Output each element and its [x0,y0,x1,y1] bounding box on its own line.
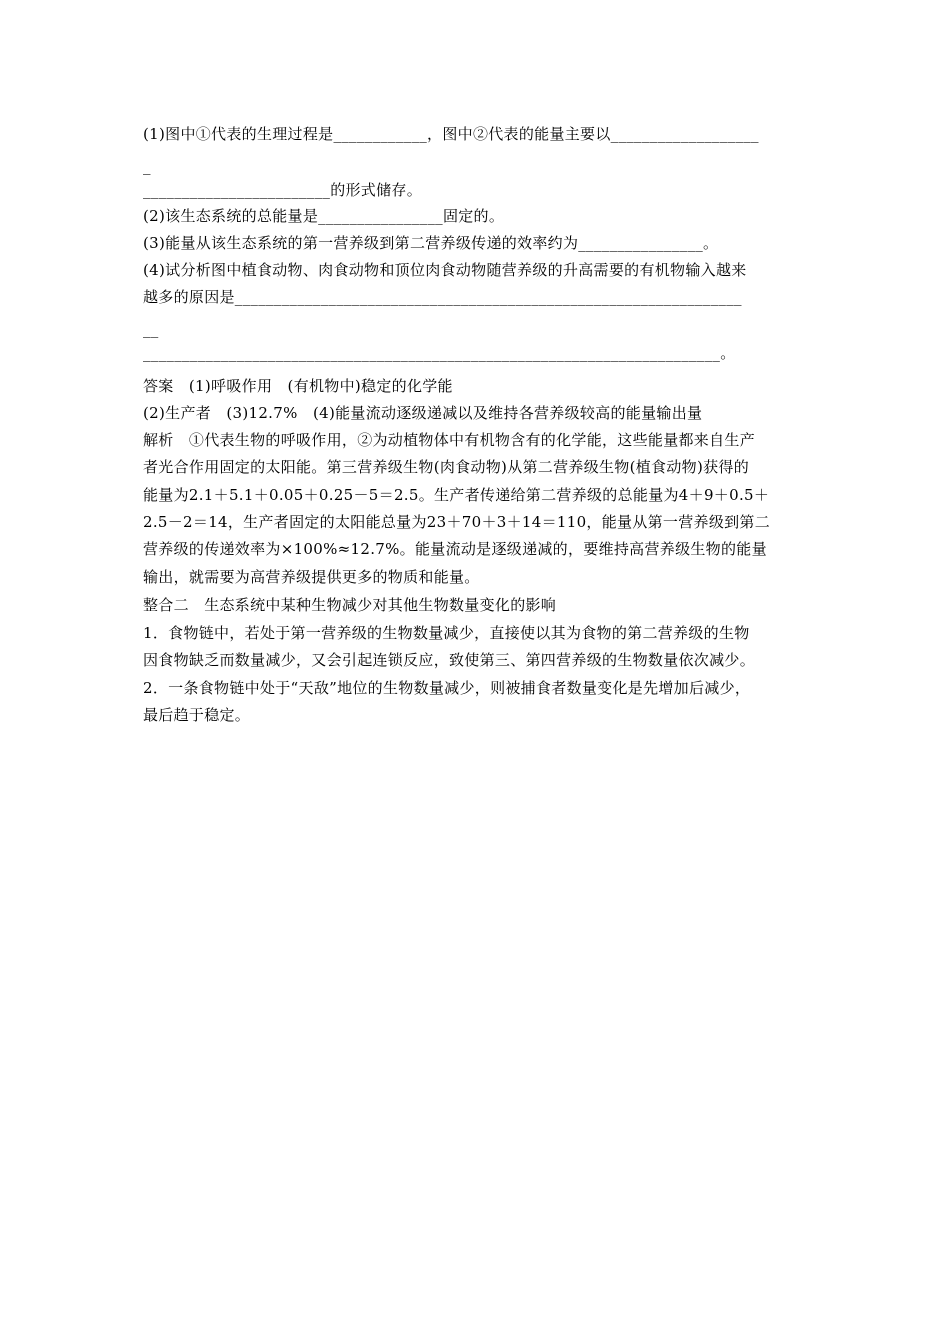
answer-line-1: 答案 (1)呼吸作用 (有机物中)稳定的化学能 [143,377,453,395]
question-1-line-1: (1)图中①代表的生理过程是____________，图中②代表的能量主要以___________________ [143,125,759,143]
answer-line-2: (2)生产者 (3)12.7% (4)能量流动逐级递减以及维持各营养级较高的能量输出量 [143,404,703,422]
section-heading: 整合二 生态系统中某种生物减少对其他生物数量变化的影响 [143,596,557,614]
analysis-line-2: 者光合作用固定的太阳能。第三营养级生物(肉食动物)从第二营养级生物(植食动物)获得的 [143,458,750,476]
question-3-line: (3)能量从该生态系统的第一营养级到第二营养级传递的效率约为________________。 [143,234,719,252]
analysis-line-6: 输出，就需要为高营养级提供更多的物质和能量。 [143,568,480,586]
point-2-line-2: 最后趋于稳定。 [143,706,251,724]
question-1-line-2: _ [143,157,151,175]
question-2-line: (2)该生态系统的总能量是________________固定的。 [143,207,505,225]
question-4-line-4: __________________________________________________________________________。 [143,344,736,362]
analysis-line-4: 2.5－2＝14，生产者固定的太阳能总量为23＋70＋3＋14＝110，能量从第一营养级到第二 [143,513,771,531]
point-1-line-1: 1．食物链中，若处于第一营养级的生物数量减少，直接使以其为食物的第二营养级的生物 [143,624,750,642]
analysis-line-5: 营养级的传递效率为×100%≈12.7%。能量流动是逐级递减的，要维持高营养级生物的能量 [143,540,767,558]
question-4-line-2: 越多的原因是_________________________________________________________________ [143,288,742,306]
analysis-line-1: 解析 ①代表生物的呼吸作用，②为动植物体中有机物含有的化学能，这些能量都来自生产 [143,431,756,449]
point-1-line-2: 因食物缺乏而数量减少，又会引起连锁反应，致使第三、第四营养级的生物数量依次减少。 [143,651,756,669]
question-4-line-1: (4)试分析图中植食动物、肉食动物和顶位肉食动物随营养级的升高需要的有机物输入越来 [143,261,747,279]
analysis-line-3: 能量为2.1＋5.1＋0.05＋0.25－5＝2.5。生产者传递给第二营养级的总能量为4＋9＋0.5＋ [143,486,770,504]
question-1-line-3: ________________________的形式储存。 [143,181,423,199]
point-2-line-1: 2．一条食物链中处于“天敌”地位的生物数量减少，则被捕食者数量变化是先增加后减少， [143,679,751,697]
question-4-line-3: __ [143,320,159,338]
